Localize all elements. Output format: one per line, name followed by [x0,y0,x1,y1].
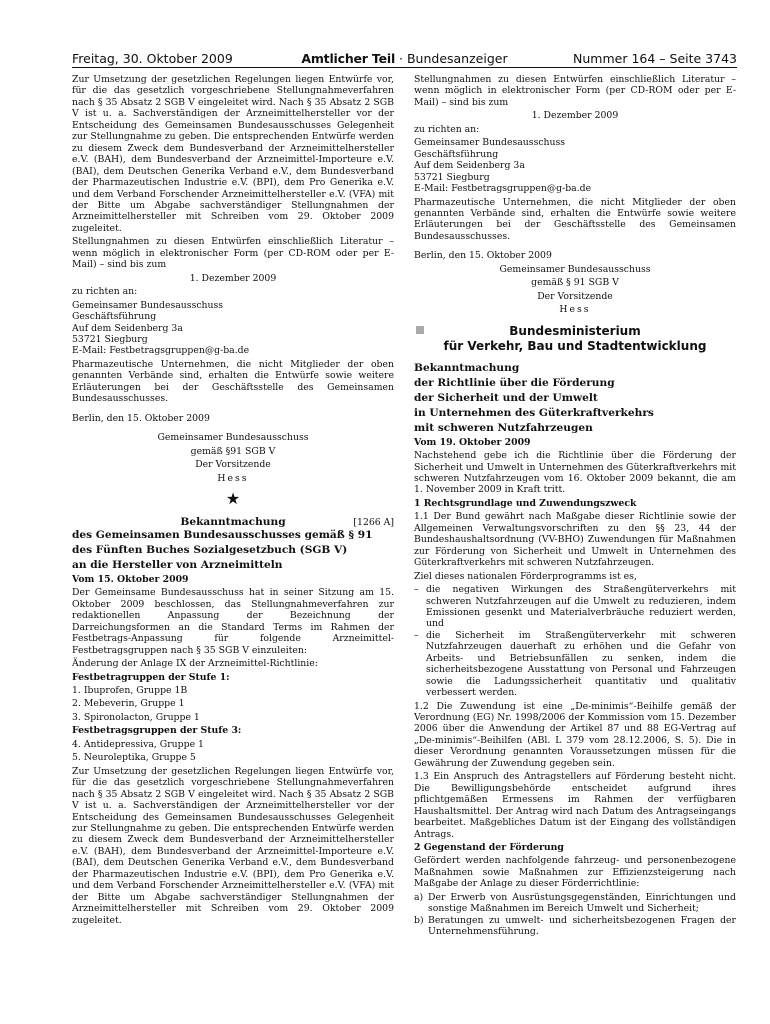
right-column [414,74,736,1019]
list-marker: a) [414,891,424,903]
paragraph: Stellungnahmen zu diesen Entwürfen einschließlich Literatur – wenn möglich in elektronischer Form (per CD-ROM oder per E-Mail) – sind bis zum [414,74,736,108]
signature-line: Der Vorsitzende [537,290,613,302]
ministry-name-line: Bundesministerium [509,323,641,338]
paragraph: Zur Umsetzung der gesetzlichen Regelungen liegen Entwürfe vor, für die das gesetzlich vorgeschriebene Stellungnahmeverfahren nach § 35 Absatz 2 SGB V eingeleitet wird. Nach § 35 Absatz 2 SGB V ist u. a. Sachverständigen der Arzneimittelhersteller vor der Entscheidung des Gemeinsamen Bundesausschusses Gelegenheit zur Stellungnahme zu geben. Die entsprechenden Entwürfe werden zu diesem Zweck dem Bundesverband der Arzneimittelhersteller e.V. (BAH), dem Bundesverband der Arzneimittel-Importeure e.V. (BAI), dem Deutschen Generika Verband e.V., dem Bundesverband der Pharmazeutischen Industrie e.V. (BPI), dem Pro Generika e.V. und dem Verband Forschender Arzneimittelhersteller e.V. (VFA) mit der Bitte um Abgabe sachverständiger Stellungnahmen der Arzneimittelhersteller mit Schreiben vom 29. Oktober 2009 zugeleitet. [72,765,394,926]
address-line: Gemeinsamer Bundesausschuss [72,299,224,311]
paragraph: 1.3 Ein Anspruch des Antragstellers auf Förderung besteht nicht. Die Bewilligungsbehörde entscheidet aufgrund ihres pflichtgemäßen Ermessens im Rahmen der verfügbaren Haushaltsmittel. Der Antrag wird nach Datum des Antragseingangs bearbeitet. Maßgebliches Datum ist der Eingang des vollständigen Antrags. [414,771,736,840]
header-section-bold: Amtlicher Teil [301,51,396,66]
paragraph: Gefördert werden nachfolgende fahrzeug- und personenbezogene Maßnahmen sowie Maßnahmen zur Effizienzsteigerung nach Maßgabe der Anlage zu dieser Förderrichtlinie: [414,855,736,890]
list-item-text: Der Erwerb von Ausrüstungsgegenständen, Einrichtungen und sonstige Maßnahmen im Bereich Umwelt und Sicherheit; [428,891,736,915]
header-issue: Nummer 164 – Seite 3743 [573,51,737,66]
signature-line: gemäß §91 SGB V [190,445,276,457]
paragraph: Der Gemeinsame Bundesausschuss hat in seiner Sitzung am 15. Oktober 2009 beschlossen, das Stellungnahmeverfahren zur redaktionellen Anpassung der Bezeichnung der Darreichungsformen an die Standard Terms im Rahmen der Festbetrags-Anpassung für folgende Arzneimittel-Festbetragsgruppen nach § 35 SGB V einzuleiten: [72,587,394,656]
list-item [414,630,736,699]
address-line: Auf dem Seidenberg 3a [72,322,183,334]
list-item-text: Beratungen zu umwelt- und sicherheitsbezogenen Fragen der Unternehmensführung. [428,914,736,938]
list-marker: b) [414,914,424,926]
ministry-heading [414,324,736,354]
announcement-title-line: des Fünften Buches Sozialgesetzbuch (SGB V) [72,543,348,556]
list-item: 1. Ibuprofen, Gruppe 1B [72,685,188,697]
list-item [414,584,736,630]
list-item [414,915,736,938]
signature-name: Hess [559,304,591,316]
announcement-title-line: Bekanntmachung [414,361,520,374]
place-date: Berlin, den 15. Oktober 2009 [414,250,552,262]
letter-list [414,892,736,938]
paragraph: 1.1 Der Bund gewährt nach Maßgabe dieser Richtlinie sowie der Allgemeinen Verwaltungsvorschriften zu den §§ 23, 44 der Bundeshaushaltsordnung (VV-BHO) Zuwendungen für Maßnahmen zur Förderung von Sicherheit und Umwelt in Unternehmen des Güterkraftverkehrs mit schweren Nutzfahrzeugen. [414,511,736,569]
list-item-text: die Sicherheit im Straßengüterverkehr mit schweren Nutzfahrzeugen dauerhaft zu erhöhen und die Gefahr von Arbeits- und Betriebsunfällen zu senken, indem die sicherheitsbezogene Ausstattung von Personal und Fahrzeugen sowie die Ladungssicherheit quantitativ und qualitativ verbessert werden. [426,629,736,699]
paragraph: 1.2 Die Zuwendung ist eine „De-minimis“-Beihilfe gemäß der Verordnung (EG) Nr. 1998/2006 der Kommission vom 15. Dezember 2006 über die Anwendung der Artikel 87 und 88 EG-Vertrag auf „De-minimis“-Beihilfen (ABl. L 379 vom 28.12.2006, S. 5). Die in dieser Verordnung genannten Voraussetzungen müssen für die Gewährung der Zuwendung gegeben sein. [414,700,736,769]
paragraph: Pharmazeutische Unternehmen, die nicht Mitglieder der oben genannten Verbände sind, erhalten die Entwürfe sowie weitere Erläuterungen bei der Geschäftsstelle des Gemeinsamen Bundesausschusses. [414,196,736,242]
page-header [72,50,737,68]
announcement-title-line: an die Hersteller von Arzneimitteln [72,558,283,571]
announcement-title-line: mit schweren Nutzfahrzeugen [414,421,593,434]
group-heading: Festbetragsgruppen der Stufe 3: [72,725,242,737]
list-item: 5. Neuroleptika, Gruppe 5 [72,752,196,764]
dash-list [414,584,736,699]
address-line: Geschäftsführung [72,311,157,323]
signature-line: Gemeinsamer Bundesausschuss [157,432,309,444]
paragraph: Änderung der Anlage IX der Arzneimittel-Richtlinie: [72,658,318,670]
dash-bullet: – [414,629,419,641]
address-block [414,137,736,183]
deadline: 1. Dezember 2009 [531,110,619,122]
list-item: 4. Antidepressiva, Gruppe 1 [72,738,204,750]
address-line: 53721 Siegburg [414,171,490,183]
address-block [72,300,394,346]
announcement-date: Vom 19. Oktober 2009 [414,436,531,448]
ministry-name-line: für Verkehr, Bau und Stadtentwicklung [443,338,707,353]
paragraph: Ziel dieses nationalen Förderprogramms ist es, [414,570,637,582]
address-line: Gemeinsamer Bundesausschuss [414,137,566,149]
square-bullet-icon [416,326,424,334]
announcement-title [72,516,394,529]
place-date: Berlin, den 15. Oktober 2009 [72,412,210,424]
list-item-text: die negativen Wirkungen des Straßengüterverkehrs mit schweren Nutzfahrzeugen auf die Umwelt zu reduzieren, indem Emissionen gesenkt und Materialverbräuche reduziert werden, und [426,584,736,630]
left-column [72,74,394,1019]
paragraph: Stellungnahmen zu diesen Entwürfen einschließlich Literatur – wenn möglich in elektronischer Form (per CD-ROM oder per E-Mail) – sind bis zum [72,236,394,271]
address-line: Auf dem Seidenberg 3a [414,160,525,172]
header-date: Freitag, 30. Oktober 2009 [72,51,233,66]
signature-line: Gemeinsamer Bundesausschuss [499,263,651,275]
dash-bullet: – [414,584,419,596]
announcement-title-line: in Unternehmen des Güterkraftverkehrs [414,406,654,419]
paragraph: Zur Umsetzung der gesetzlichen Regelungen liegen Entwürfe vor, für die das gesetzlich vorgeschriebene Stellungnahmeverfahren nach § 35 Absatz 2 SGB V eingeleitet wird. Nach § 35 Absatz 2 SGB V ist u. a. Sachverständigen der Arzneimittelhersteller vor der Entscheidung des Gemeinsamen Bundesausschusses Gelegenheit zur Stellungnahme zu geben. Die entsprechenden Entwürfe werden zu diesem Zweck dem Bundesverband der Arzneimittelhersteller e.V. (BAH), dem Bundesverband der Arzneimittel-Importeure e.V. (BAI), dem Deutschen Generika Verband e.V., dem Bundesverband der Pharmazeutischen Industrie e.V. (BPI), dem Pro Generika e.V. und dem Verband Forschender Arzneimittelhersteller e.V. (VFA) mit der Bitte um Abgabe sachverständiger Stellungnahmen der Arzneimittelhersteller mit Schreiben vom 29. Oktober 2009 zugeleitet. [72,74,394,234]
announcement-date: Vom 15. Oktober 2009 [72,573,189,585]
list-item: 3. Spironolacton, Gruppe 1 [72,711,200,723]
signature-name: Hess [217,472,249,484]
paragraph: Pharmazeutische Unternehmen, die nicht Mitglieder der oben genannten Verbände sind, erhalten die Entwürfe sowie weitere Erläuterungen bei der Geschäftsstelle des Gemeinsamen Bundesausschusses. [72,358,394,405]
paragraph: Nachstehend gebe ich die Richtlinie über die Förderung der Sicherheit und Umwelt in Unternehmen des Güterkraftverkehrs mit schweren Nutzfahrzeugen vom 16. Oktober 2009 bekannt, die am 1. November 2009 in Kraft tritt. [414,450,736,496]
address-label: zu richten an: [414,123,480,135]
email-line: E-Mail: Festbetragsgruppen@g-ba.de [72,345,250,357]
announcement-title-line: der Sicherheit und der Umwelt [414,391,598,404]
email-line: E-Mail: Festbetragsgruppen@g-ba.de [414,183,592,195]
address-label: zu richten an: [72,286,138,298]
announcement-title-line: Bekanntmachung [180,515,286,528]
signature-line: gemäß § 91 SGB V [531,277,619,289]
announcement-title-line: des Gemeinsamen Bundesausschusses gemäß § 91 [72,528,373,541]
star-separator-icon: ★ [225,488,241,508]
deadline: 1. Dezember 2009 [189,272,277,284]
section-heading: 2 Gegenstand der Förderung [414,842,564,854]
address-line: Geschäftsführung [414,148,499,160]
list-item: 2. Mebeverin, Gruppe 1 [72,698,185,710]
announcement-title-line: der Richtlinie über die Förderung [414,376,615,389]
address-line: 53721 Siegburg [72,333,148,345]
section-heading: 1 Rechtsgrundlage und Zuwendungszweck [414,497,637,509]
signature-line: Der Vorsitzende [195,459,271,471]
group-heading: Festbetragruppen der Stufe 1: [72,671,230,683]
header-section-rest: · Bundesanzeiger [395,51,508,66]
list-item [414,892,736,915]
announcement-number: [1266 A] [353,516,394,528]
